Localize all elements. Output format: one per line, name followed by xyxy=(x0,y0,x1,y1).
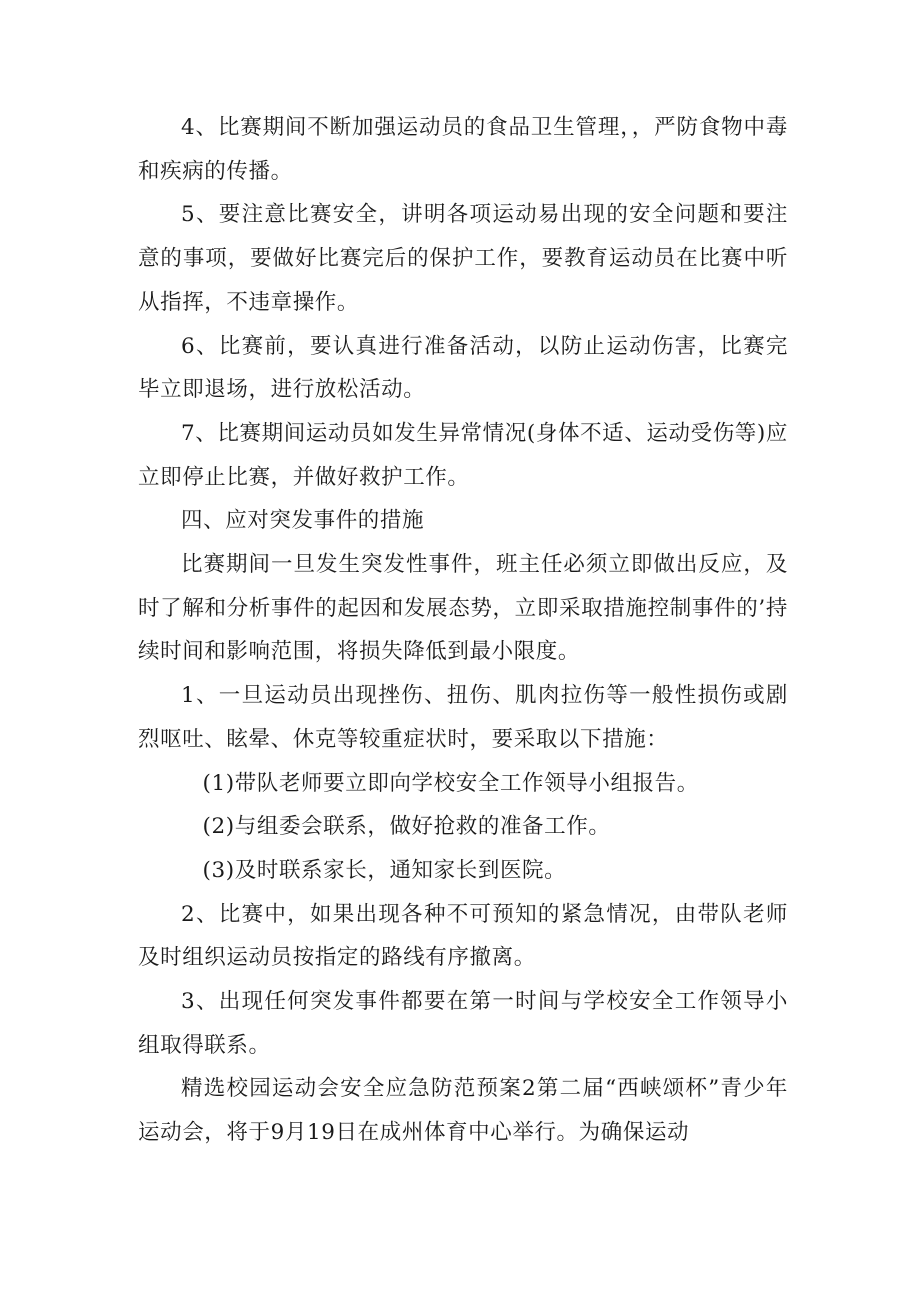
section-intro-paragraph: 比赛期间一旦发生突发性事件，班主任必须立即做出反应，及时了解和分析事件的起因和发展态势，立即采取措施控制事件的’持续时间和影响范围，将损失降低到最小限度。 xyxy=(138,552,788,665)
document-body xyxy=(138,106,788,1155)
paragraph-item-7: 7、比赛期间运动员如发生异常情况(身体不适、运动受伤等)应立即停止比赛，并做好救护工作。 xyxy=(138,420,788,490)
paragraph-plan-2-intro: 精选校园运动会安全应急防范预案2第二届“西峡颂杯”青少年运动会，将于9月19日在成州体育中心举行。为确保运动 xyxy=(138,1076,788,1146)
paragraph-measure-3: 3、出现任何突发事件都要在第一时间与学校安全工作领导小组取得联系。 xyxy=(138,989,788,1058)
paragraph-measure-2: 2、比赛中，如果出现各种不可预知的紧急情况，由带队老师及时组织运动员按指定的路线有序撤离。 xyxy=(138,901,788,971)
paragraph-item-5: 5、要注意比赛安全，讲明各项运动易出现的安全问题和要注意的事项，要做好比赛完后的保护工作，要教育运动员在比赛中听从指挥，不违章操作。 xyxy=(138,202,788,315)
section-heading: 四、应对突发事件的措施 xyxy=(181,508,425,534)
paragraph-item-4: 4、比赛期间不断加强运动员的食品卫生管理，，严防食物中毒和疾病的传播。 xyxy=(138,115,788,184)
sub-item-1: (1)带队老师要立即向学校安全工作领导小组报告。 xyxy=(202,770,699,796)
sub-item-2: (2)与组委会联系，做好抢救的准备工作。 xyxy=(202,814,611,840)
paragraph-item-6: 6、比赛前，要认真进行准备活动，以防止运动伤害，比赛完毕立即退场，进行放松活动。 xyxy=(138,333,788,403)
paragraph-measure-1: 1、一旦运动员出现挫伤、扭伤、肌肉拉伤等一般性损伤或剧烈呕吐、眩晕、休克等较重症状时，要采取以下措施： xyxy=(138,683,788,752)
sub-item-3: (3)及时联系家长，通知家长到医院。 xyxy=(202,857,567,883)
